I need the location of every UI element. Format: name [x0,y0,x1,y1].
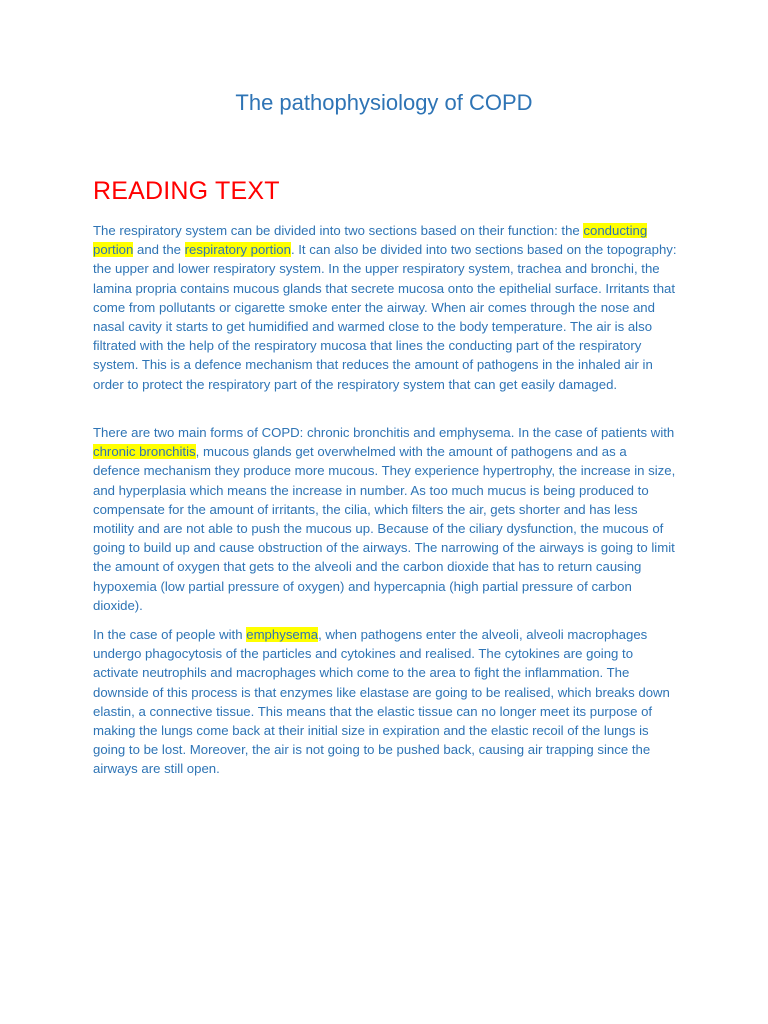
section-heading: READING TEXT [93,177,280,205]
highlight-respiratory-portion: respiratory portion [184,242,291,258]
paragraph-chronic-bronchitis [93,423,677,615]
paragraph-respiratory-system [93,221,677,394]
paragraph-text: In the case of people with [93,627,247,642]
highlight-chronic-bronchitis: chronic bronchitis [93,444,196,460]
document-title: The pathophysiology of COPD [235,90,533,115]
highlight-emphysema: emphysema [246,627,319,642]
highlight-conducting-portion: conducting portion [93,223,648,258]
paragraph-text: , mucous glands get overwhelmed with the amount of pathogens and as a defence mechanism they produce more mucous. They experience hypertrophy, the increase in size, and hyperplasia which means the increase in number. As too much mucus is being produced to compensate for the amount of irritants, the cilia, which filters the air, gets shorter and has less motility and are not able to push the mucous up. Because of the ciliary dysfunction, the mucous of going to build up and cause obstruction of the airways. The narrowing of the airways is going to limit the amount of oxygen that gets to the alveoli and the carbon dioxide that has to return causing hypoxemia (low partial pressure of oxygen) and hypercapnia (high partial pressure of carbon dioxide). [93,444,676,613]
paragraph-text: . It can also be divided into two sections based on the topography: the upper and lower respiratory system. In the upper respiratory system, trachea and bronchi, the lamina propria contains mucous glands that secrete mucosa onto the epithelial surface. Irritants that come from pollutants or cigarette smoke enter the airway. When air comes through the nose and nasal cavity it starts to get humidified and warmed close to the body temperature. The air is also filtrated with the help of the respiratory mucosa that lines the conducting part of the respiratory system. This is a defence mechanism that reduces the amount of pathogens in the inhaled air in order to protect the respiratory part of the respiratory system that can get easily damaged. [93,242,677,392]
paragraph-text: There are two main forms of COPD: chronic bronchitis and emphysema. In the case of patients with [93,425,675,440]
paragraph-text: , when pathogens enter the alveoli, alveoli macrophages undergo phagocytosis of the particles and cytokines and realised. The cytokines are going to activate neutrophils and macrophages which come to the area to fight the inflammation. The downside of this process is that enzymes like elastase are going to be realised, which breaks down elastin, a connective tissue. This means that the elastic tissue can no longer meet its purpose of making the lungs come back at their initial size in expiration and the elastic recoil of the lungs is going to be lost. Moreover, the air is not going to be pushed back, causing air trapping since the airways are still open. [93,627,670,777]
paragraph-text: The respiratory system can be divided into two sections based on their function: the [93,223,584,238]
paragraph-text: and the [133,242,185,258]
paragraph-emphysema [93,625,677,779]
